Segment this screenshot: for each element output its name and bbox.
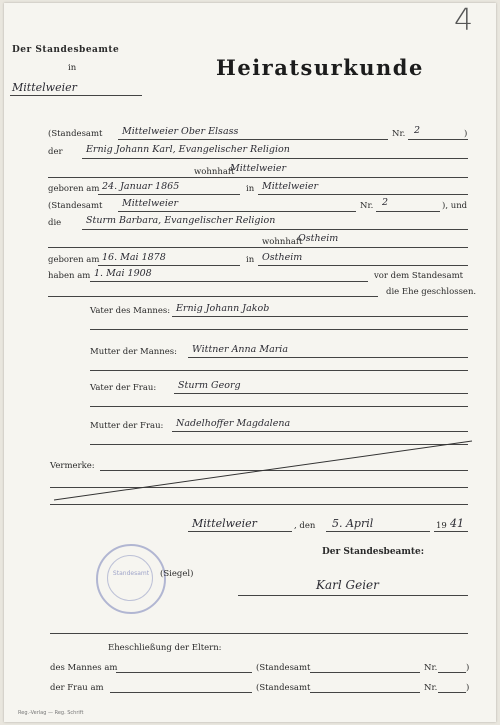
- bride-und-label: ), und: [442, 201, 468, 211]
- issue-den-label: , den: [294, 521, 316, 531]
- issue-date: 5. April: [332, 517, 374, 530]
- mother-wife: Nadelhoffer Magdalena: [176, 418, 291, 429]
- issue-authority-label: Der Standesbeamte:: [322, 547, 425, 557]
- groom-residence-label: wohnhaft: [194, 167, 235, 177]
- husband-office-line: [310, 672, 420, 673]
- bride-residence: Ostheim: [298, 233, 339, 244]
- groom-der-label: der: [48, 147, 63, 157]
- mother-husband-label: Mutter der Mannes:: [90, 347, 178, 357]
- groom-born-in: Mittelweier: [262, 181, 319, 192]
- mother-husband: Wittner Anna Maria: [192, 344, 288, 355]
- bride-born-in-label: in: [246, 255, 255, 265]
- bride-born-in: Ostheim: [262, 252, 303, 263]
- wife-office-line: [310, 692, 420, 693]
- wife-close: ): [466, 683, 470, 693]
- marriage-date: 1. Mai 1908: [94, 268, 152, 279]
- husband-nr-label: Nr.: [424, 663, 438, 673]
- bride-office-label: (Standesamt: [48, 201, 103, 211]
- issue-year-line: [434, 531, 468, 532]
- certificate-page: Der Standesbeamte in Mittelweier Heiratsurkunde 4 (Standesamt Mittelweier Ober Elsass Nr. 2 ) der Ernig Johann Karl, Evangelischer Religion wohnhaft Mittelweier geboren am 24. Januar 1865 in Mittelweier (Standesamt Mittelweier Nr. 2 ), und die Sturm Barbara, Evangelischer Religion wohnhaft Ostheim geboren am 16. Mai 1878 in Ostheim haben am 1. Mai 1908 vor dem Standesamt die Ehe geschlossen. Vater des Mannes: Ernig Johann Jakob Mutter der Mannes: Wittner Anna Maria Vater der Frau: Sturm Georg Mutter der Frau: Nadelhoffer Magdalena Vermerke: Mittelweier , den 5. April 19 41 Der Standesbeamte: Standesamt (Siegel) Karl Geier Eheschließung der Eltern: des Mannes am (Standesamt Nr. ) der Frau am (Standesamt Nr. ) Reg.-Verlag — Reg. Schrift: [4, 3, 496, 722]
- father-wife-label: Vater der Frau:: [90, 383, 157, 393]
- wife-nr-line: [438, 692, 466, 693]
- issue-place: Mittelweier: [192, 517, 257, 530]
- marriage-date-label: haben am: [48, 271, 91, 281]
- husband-marriage-line: [116, 672, 252, 673]
- issue-year-prefix: 19: [436, 521, 447, 531]
- wife-nr-label: Nr.: [424, 683, 438, 693]
- bride-name: Sturm Barbara, Evangelischer Religion: [86, 215, 276, 226]
- father-wife: Sturm Georg: [178, 380, 241, 391]
- wife-office-label: (Standesamt: [256, 683, 311, 693]
- footer-imprint: Reg.-Verlag — Reg. Schrift: [18, 710, 84, 716]
- marriage-closed-label: die Ehe geschlossen.: [386, 287, 477, 297]
- groom-born-label: geboren am: [48, 184, 100, 194]
- issue-place-line: [188, 531, 292, 532]
- husband-office-label: (Standesamt: [256, 663, 311, 673]
- bride-office: Mittelweier: [122, 198, 179, 209]
- authority-heading: Der Standesbeamte: [12, 45, 120, 55]
- bride-die-label: die: [48, 218, 62, 228]
- groom-nr: 2: [414, 125, 421, 136]
- in-label: in: [68, 63, 77, 73]
- signature: Karl Geier: [316, 578, 379, 592]
- parents-marriage-heading: Eheschließung der Eltern:: [108, 643, 222, 653]
- remarks-strike-line: [4, 3, 496, 722]
- issue-date-line: [326, 531, 430, 532]
- signature-line: [238, 595, 468, 596]
- groom-office: Mittelweier Ober Elsass: [122, 126, 239, 137]
- father-husband-label: Vater des Mannes:: [90, 306, 171, 316]
- father-husband: Ernig Johann Jakob: [176, 303, 270, 314]
- bride-born: 16. Mai 1878: [102, 252, 166, 263]
- separator-line: [50, 633, 468, 634]
- wife-marriage-label: der Frau am: [50, 683, 104, 693]
- bride-born-label: geboren am: [48, 255, 100, 265]
- bride-nr-label: Nr.: [360, 201, 374, 211]
- husband-nr-line: [438, 672, 466, 673]
- remarks-label: Vermerke:: [50, 461, 95, 471]
- bride-nr: 2: [382, 197, 389, 208]
- corner-number: 4: [454, 3, 474, 38]
- groom-residence: Mittelweier: [230, 163, 287, 174]
- document-title: Heiratsurkunde: [216, 55, 424, 80]
- groom-born: 24. Januar 1865: [102, 181, 180, 192]
- husband-close: ): [466, 663, 470, 673]
- groom-office-label: (Standesamt: [48, 129, 103, 139]
- header-place: Mittelweier: [12, 81, 77, 94]
- before-office-label: vor dem Standesamt: [374, 271, 464, 281]
- official-seal: Standesamt: [96, 544, 166, 614]
- seal-label: (Siegel): [160, 569, 194, 579]
- mother-wife-label: Mutter der Frau:: [90, 421, 164, 431]
- groom-name: Ernig Johann Karl, Evangelischer Religion: [86, 144, 290, 155]
- bride-residence-label: wohnhaft: [262, 237, 303, 247]
- issue-year: 41: [450, 517, 464, 530]
- groom-born-in-label: in: [246, 184, 255, 194]
- wife-marriage-line: [110, 692, 252, 693]
- husband-marriage-label: des Mannes am: [50, 663, 118, 673]
- groom-nr-label: Nr.: [392, 129, 406, 139]
